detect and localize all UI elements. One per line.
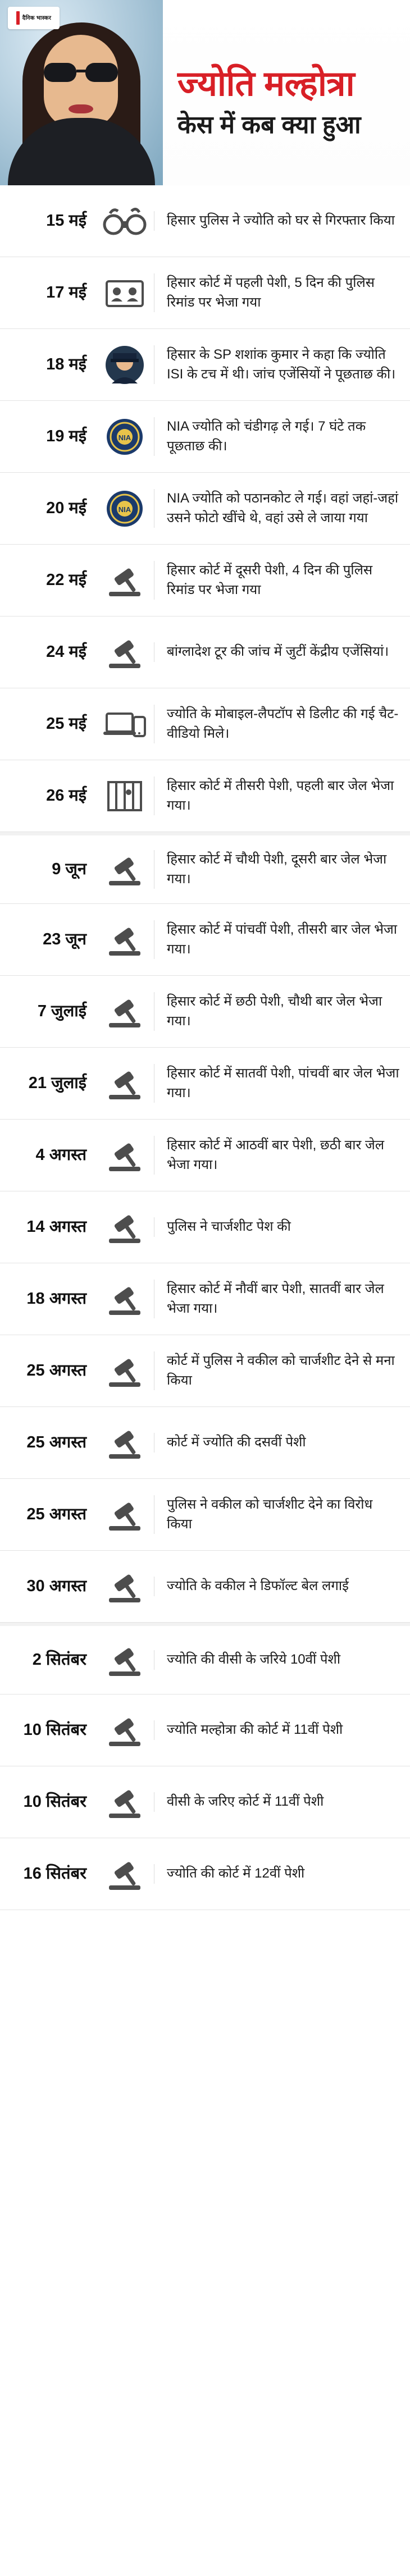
- gavel-icon: [101, 1277, 149, 1321]
- gavel-icon: [101, 848, 149, 892]
- gavel-icon: [101, 1780, 149, 1824]
- timeline-date: 30 अगस्त: [26, 1577, 86, 1595]
- timeline-date: 10 सितंबर: [23, 1720, 86, 1739]
- timeline-date: 7 जुलाई: [37, 1002, 86, 1020]
- gavel-icon: [101, 1493, 149, 1537]
- title-block: [163, 0, 410, 185]
- timeline-text: पुलिस ने वकील को चार्जशीट देने का विरोध किया: [154, 1495, 400, 1533]
- gavel-icon: [101, 1421, 149, 1465]
- timeline-text: हिसार कोर्ट में तीसरी पेशी, पहली बार जेल भेजा गया।: [154, 777, 400, 815]
- timeline-icon-cell: [95, 1349, 154, 1393]
- timeline-icon-cell: [95, 487, 154, 531]
- timeline-icon-cell: [95, 990, 154, 1034]
- timeline-date: 20 मई: [46, 499, 86, 517]
- timeline-row: [0, 1335, 410, 1407]
- logo-accent-bar: [16, 11, 20, 25]
- timeline-row: [0, 257, 410, 329]
- timeline-row: [0, 1551, 410, 1623]
- timeline-row: [0, 1191, 410, 1263]
- timeline-date: 18 मई: [46, 355, 86, 373]
- timeline-date: 25 अगस्त: [26, 1361, 86, 1380]
- timeline-row: [0, 401, 410, 473]
- timeline-icon-cell: [95, 631, 154, 674]
- timeline-text: हिसार कोर्ट में दूसरी पेशी, 4 दिन की पुलिस रिमांड पर भेजा गया: [154, 561, 400, 599]
- gavel-icon: [101, 918, 149, 962]
- timeline-date: 19 मई: [46, 427, 86, 445]
- timeline-date: 18 अगस्त: [26, 1289, 86, 1308]
- gavel-icon: [101, 1062, 149, 1106]
- timeline-date: 14 अगस्त: [26, 1217, 86, 1236]
- timeline-icon-cell: [95, 415, 154, 459]
- timeline-row: [0, 1479, 410, 1551]
- timeline-date: 26 मई: [46, 786, 86, 805]
- timeline-row: [0, 473, 410, 545]
- timeline-list: [0, 185, 410, 1927]
- sunglasses-icon: [43, 63, 119, 83]
- timeline-date: 22 मई: [46, 570, 86, 589]
- timeline-row: [0, 976, 410, 1048]
- timeline-icon-cell: [95, 918, 154, 962]
- gavel-icon: [101, 559, 149, 602]
- timeline-text: हिसार पुलिस ने ज्योति को घर से गिरफ्तार किया: [154, 211, 400, 230]
- timeline-icon-cell: [95, 1062, 154, 1106]
- timeline-icon-cell: [95, 199, 154, 243]
- timeline-date: 2 सितंबर: [32, 1650, 86, 1669]
- handcuffs-icon: [101, 199, 149, 243]
- timeline-icon-cell: [95, 1709, 154, 1752]
- timeline-row: [0, 1120, 410, 1191]
- timeline-icon-cell: [95, 702, 154, 746]
- timeline-text: ज्योति की वीसी के जरिये 10वीं पेशी: [154, 1650, 400, 1669]
- publisher-logo: [8, 7, 60, 29]
- timeline-date: 10 सितंबर: [23, 1792, 86, 1811]
- logo-label: दैनिक भास्कर: [22, 15, 52, 21]
- nia-emblem-icon: [101, 415, 149, 459]
- page-subtitle: केस में कब क्या हुआ: [177, 111, 361, 139]
- gavel-icon: [101, 1134, 149, 1177]
- timeline-icon-cell: [95, 1421, 154, 1465]
- gavel-icon: [101, 1565, 149, 1609]
- svg-text:NIA: NIA: [118, 505, 131, 514]
- gavel-icon: [101, 990, 149, 1034]
- timeline-text: पुलिस ने चार्जशीट पेश की: [154, 1217, 400, 1236]
- timeline-text: कोर्ट में ज्योति की दसवीं पेशी: [154, 1433, 400, 1452]
- timeline-icon-cell: [95, 1134, 154, 1177]
- timeline-row: [0, 1838, 410, 1910]
- timeline-icon-cell: [95, 1205, 154, 1249]
- timeline-row: [0, 329, 410, 401]
- timeline-icon-cell: [95, 1852, 154, 1896]
- timeline-icon-cell: [95, 1780, 154, 1824]
- timeline-text: हिसार के SP शशांक कुमार ने कहा कि ज्योति ISI के टच में थी। जांच एजेंसियों ने पूछताछ की।: [154, 345, 400, 383]
- gavel-icon: [101, 1205, 149, 1249]
- police-officer-icon: [101, 343, 149, 387]
- gavel-icon: [101, 1349, 149, 1393]
- timeline-text: ज्योति के वकील ने डिफॉल्ट बेल लगाई: [154, 1577, 400, 1596]
- timeline-date: 25 अगस्त: [26, 1505, 86, 1523]
- timeline-text: NIA ज्योति को पठानकोट ले गई। वहां जहां-जहां उसने फोटो खींचे थे, वहां उसे ले जाया गया: [154, 489, 400, 527]
- timeline-text: NIA ज्योति को चंडीगढ़ ले गई। 7 घंटे तक पूछताछ की।: [154, 417, 400, 455]
- page-title: ज्योति मल्होत्रा: [177, 64, 355, 103]
- timeline-text: बांग्लादेश टूर की जांच में जुटीं केंद्रीय एजेंसियां।: [154, 642, 400, 661]
- timeline-text: हिसार कोर्ट में पहली पेशी, 5 दिन की पुलिस रिमांड पर भेजा गया: [154, 273, 400, 312]
- timeline-text: हिसार कोर्ट में चौथी पेशी, दूसरी बार जेल भेजा गया।: [154, 850, 400, 888]
- timeline-row: [0, 1048, 410, 1120]
- timeline-date: 4 अगस्त: [35, 1145, 86, 1164]
- photo-lips: [69, 104, 93, 113]
- timeline-date: 23 जून: [43, 930, 86, 948]
- timeline-icon-cell: [95, 1277, 154, 1321]
- timeline-row: [0, 760, 410, 832]
- timeline-icon-cell: [95, 343, 154, 387]
- timeline-icon-cell: [95, 848, 154, 892]
- timeline-date: 17 मई: [46, 283, 86, 302]
- timeline-row: [0, 1407, 410, 1479]
- timeline-text: हिसार कोर्ट में छठी पेशी, चौथी बार जेल भेजा गया।: [154, 992, 400, 1030]
- timeline-row: [0, 688, 410, 760]
- timeline-text: हिसार कोर्ट में पांचवीं पेशी, तीसरी बार जेल भेजा गया।: [154, 920, 400, 958]
- timeline-icon-cell: [95, 1565, 154, 1609]
- timeline-text: कोर्ट में पुलिस ने वकील को चार्जशीट देने से मना किया: [154, 1351, 400, 1390]
- nia-emblem-icon: [101, 487, 149, 531]
- timeline-row: [0, 1695, 410, 1766]
- timeline-date: 25 मई: [46, 714, 86, 733]
- timeline-row: [0, 185, 410, 257]
- timeline-date: 21 जुलाई: [28, 1074, 86, 1092]
- timeline-icon-cell: [95, 559, 154, 602]
- timeline-date: 16 सितंबर: [23, 1864, 86, 1883]
- header: [0, 0, 410, 185]
- timeline-date: 24 मई: [46, 642, 86, 661]
- gavel-icon: [101, 1852, 149, 1896]
- timeline-date: 9 जून: [52, 860, 86, 878]
- gavel-icon: [101, 631, 149, 674]
- timeline-row: [0, 616, 410, 688]
- timeline-row: [0, 1623, 410, 1695]
- laptop-phone-icon: [101, 702, 149, 746]
- timeline-row: [0, 545, 410, 616]
- svg-text:NIA: NIA: [118, 433, 131, 442]
- timeline-text: हिसार कोर्ट में नौवीं बार पेशी, सातवीं बार जेल भेजा गया।: [154, 1280, 400, 1318]
- timeline-icon-cell: [95, 1493, 154, 1537]
- timeline-icon-cell: [95, 1638, 154, 1682]
- timeline-row: [0, 1263, 410, 1335]
- timeline-row: [0, 1766, 410, 1838]
- timeline-date: 25 अगस्त: [26, 1433, 86, 1451]
- timeline-text: वीसी के जरिए कोर्ट में 11वीं पेशी: [154, 1792, 400, 1811]
- timeline-text: हिसार कोर्ट में सातवीं पेशी, पांचवीं बार जेल भेजा गया।: [154, 1064, 400, 1102]
- timeline-icon-cell: [95, 271, 154, 315]
- gavel-icon: [101, 1638, 149, 1682]
- timeline-row: [0, 832, 410, 904]
- timeline-text: ज्योति की कोर्ट में 12वीं पेशी: [154, 1864, 400, 1883]
- timeline-text: ज्योति मल्होत्रा की कोर्ट में 11वीं पेशी: [154, 1720, 400, 1739]
- gavel-icon: [101, 1709, 149, 1752]
- jail-bars-icon: [101, 774, 149, 818]
- timeline-date: 15 मई: [46, 211, 86, 230]
- timeline-text: ज्योति के मोबाइल-लैपटॉप से डिलीट की गई चैट-वीडियो मिले।: [154, 705, 400, 743]
- timeline-icon-cell: [95, 774, 154, 818]
- timeline-text: हिसार कोर्ट में आठवीं बार पेशी, छठी बार जेल भेजा गया।: [154, 1136, 400, 1174]
- timeline-row: [0, 904, 410, 976]
- court-hearing-icon: [101, 271, 149, 315]
